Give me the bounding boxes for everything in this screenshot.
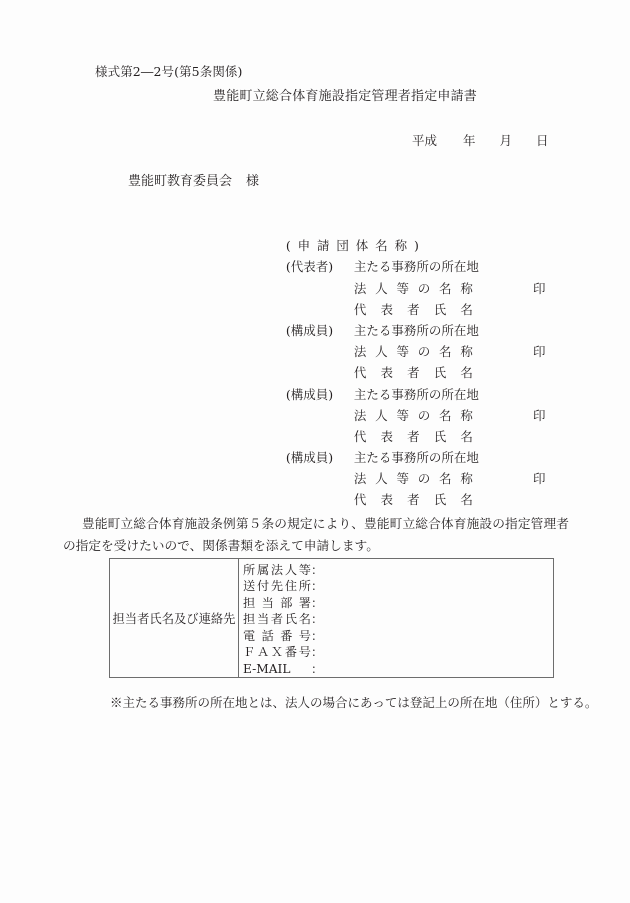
corporate-name-label: 法人等の名称: [353, 471, 473, 487]
form-number: 様式第2―2号(第5条関係): [95, 64, 243, 79]
member1-address-line: [262, 299, 479, 338]
addressee-honorific: 様: [246, 174, 260, 189]
corporate-name-label: 法人等の名称: [353, 280, 473, 296]
representative-corporate-name-line: [262, 256, 479, 296]
member3-corporate-name-line: [262, 447, 479, 487]
member3-address-line: [262, 426, 479, 466]
addressee-organization: 豊能町教育委員会: [128, 174, 233, 189]
month-unit: 月: [499, 133, 513, 148]
contact-field-colon: ：: [311, 662, 324, 677]
seal-mark: 印: [533, 407, 546, 423]
contact-field-label: 電話番号: [243, 628, 311, 643]
member-label: (構成員): [285, 322, 334, 338]
member2-corporate-name-line: [262, 384, 479, 423]
era-label: 平成: [412, 133, 438, 148]
contact-field-phone[interactable]: [243, 628, 553, 645]
corporate-name-label: 法人等の名称: [353, 407, 473, 423]
representative-name-line: [262, 278, 546, 317]
representative-name-label: 代表者氏名: [353, 492, 473, 508]
seal-mark: 印: [533, 280, 546, 296]
contact-field-mailing-address[interactable]: [243, 578, 553, 595]
representative-name-label: 代表者氏名: [353, 365, 473, 381]
member3-name-line: [262, 468, 546, 508]
contact-field-department[interactable]: [243, 595, 553, 612]
contact-field-email[interactable]: [243, 661, 553, 678]
contact-field-colon: ：: [311, 612, 324, 627]
representative-name-label: 代表者氏名: [353, 428, 473, 444]
member2-name-line: [262, 405, 546, 444]
contact-table-fields: [239, 559, 553, 677]
member1-corporate-name-line: [262, 320, 479, 360]
applicant-block: [262, 214, 546, 508]
contact-field-label: E-MAIL: [243, 662, 291, 677]
contact-field-colon: ：: [311, 562, 324, 577]
day-unit: 日: [536, 133, 549, 148]
corporate-name-label: 法人等の名称: [353, 344, 473, 360]
contact-field-label: 担当部署: [243, 595, 311, 610]
contact-field-affiliation[interactable]: [243, 562, 553, 579]
contact-field-colon: ：: [311, 628, 324, 643]
office-address-label: 主たる事務所の所在地: [353, 450, 479, 466]
member-label: (構成員): [285, 450, 334, 466]
representative-address-line: [262, 235, 479, 275]
applicant-group-name-label: (申請団体名称): [285, 238, 419, 254]
contact-field-label: ＦＡＸ番号: [243, 645, 311, 660]
applicant-group-name-line: [262, 214, 479, 254]
office-address-label: 主たる事務所の所在地: [353, 259, 479, 275]
contact-field-label: 所属法人等: [243, 562, 311, 577]
contact-field-person-name[interactable]: [243, 611, 553, 628]
document-title: 豊能町立総合体育施設指定管理者指定申請書: [213, 89, 478, 104]
representative-name-label: 代表者氏名: [353, 301, 473, 317]
year-unit: 年: [463, 133, 476, 148]
contact-field-fax[interactable]: [243, 644, 553, 661]
contact-field-label: 担当者氏名: [243, 612, 311, 627]
date-line: [412, 131, 549, 149]
contact-table-row-header: 担当者氏名及び連絡先: [110, 559, 239, 677]
seal-mark: 印: [533, 471, 546, 487]
contact-field-label: 送付先住所: [243, 579, 311, 594]
contact-field-colon: ：: [311, 645, 324, 660]
member1-name-line: [262, 341, 546, 381]
seal-mark: 印: [533, 344, 546, 360]
request-paragraph: 豊能町立総合体育施設条例第５条の規定により、豊能町立総合体育施設の指定管理者の指定を受けたいので、関係書類を添えて申請します。: [63, 516, 569, 553]
addressee: [128, 170, 259, 189]
office-address-label: 主たる事務所の所在地: [353, 322, 479, 338]
member2-address-line: [262, 362, 479, 402]
contact-field-colon: ：: [311, 595, 324, 610]
member-label: (構成員): [285, 386, 334, 402]
office-address-label: 主たる事務所の所在地: [353, 386, 479, 402]
representative-label: (代表者): [285, 259, 334, 275]
contact-field-colon: ：: [311, 579, 324, 594]
contact-table: [109, 558, 554, 678]
footnote: ※主たる事務所の所在地とは、法人の場合にあっては登記上の所在地（住所）とする。: [110, 695, 598, 710]
